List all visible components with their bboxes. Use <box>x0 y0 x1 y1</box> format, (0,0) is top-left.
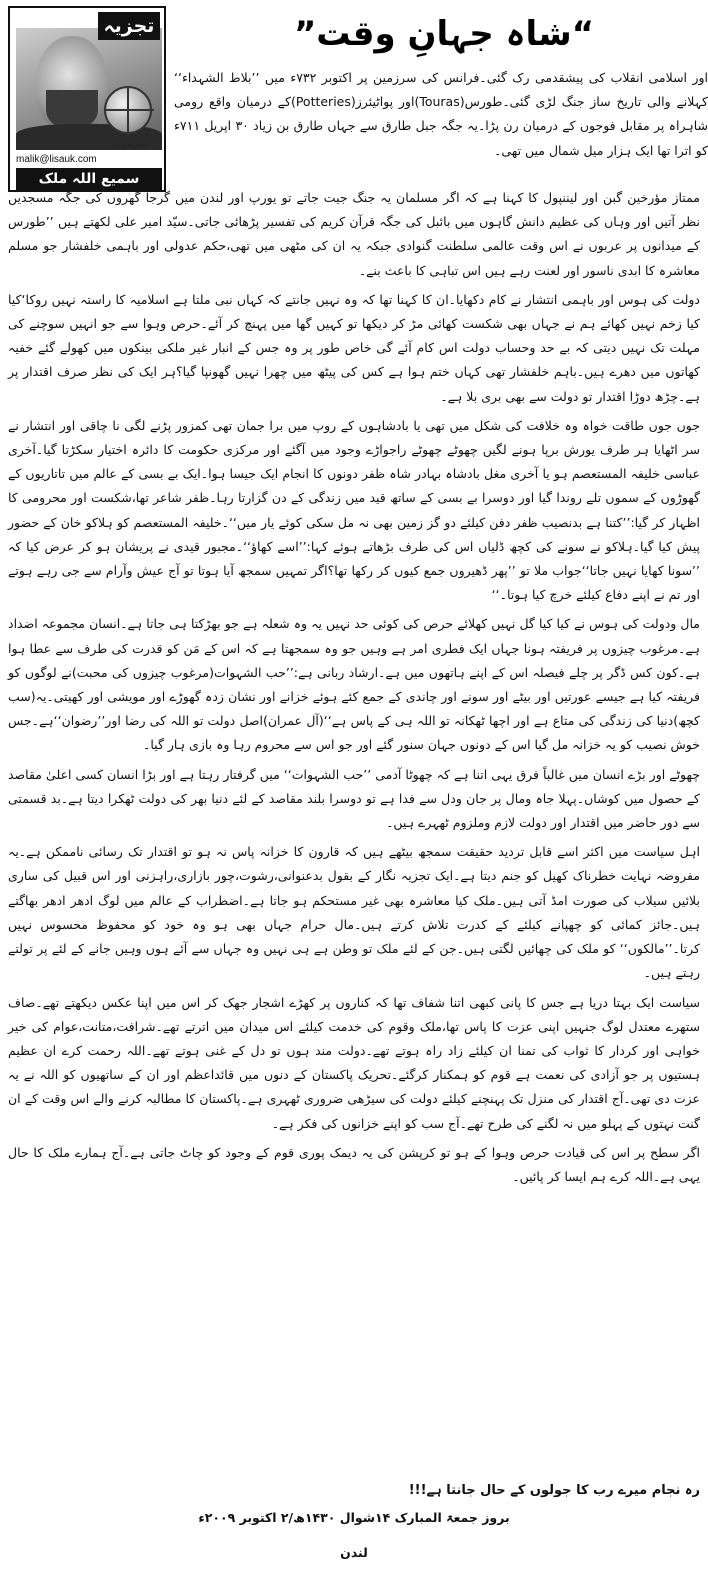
article-title: “شاہ جہانِ وقت” <box>293 14 595 54</box>
closing-line: رہ نجام میرے رب کا جولوں کے حال جانتا ہے!!! <box>408 1483 700 1498</box>
author-photo <box>16 28 162 150</box>
paragraph-7: سیاست ایک بہتا دریا ہے جس کا پانی کبھی اتنا شفاف تھا کہ کناروں پر کھڑے اشجار جھک کر اس میں اپنا عکس دیکھتے تھے۔صاف ستھرے معتدل لوگ جنہیں اپنی عزت کا پاس تھا،ملک وقوم کی خدمت کیلئے اس میدان میں اترتے تھے۔شرافت،متانت،عوام کی خیر خواہی اور کردار کا ثواب کی تمنا ان کیلئے زاد راہ ہوتے تھے۔دولت مند ہوں تو دل کے غنی ہوتے تھے۔اللہ رحمت کرے ان عظیم ہستیوں پر جو آزادی کی نعمت ہے قوم کو ہمکنار کرگئے۔تحریک پاکستان کے دنوں میں قائداعظم اور ان کے ساتھیوں کو اللہ نے یہ عزت دی تھی۔آج اقتدار کی منزل تک پہنچنے کیلئے دولت کی سیڑھی ضروری ٹھہری ہے۔پاکستان کا مطالبہ کرنے والے اس وقت کے ان گنت نہتوں کے پہلو میں نہ لگنے کی طرح تھے۔آج سب کو اپنے خزانوں کی فکر ہے۔ <box>8 994 700 1131</box>
intro-paragraph: اور اسلامی انقلاب کی پیشقدمی رک گئی۔فرانس کی سرزمین پر اکتوبر ۷۳۲ء میں ’’بلاط الشہداء‘‘ کہلانے والی تاریخ ساز جنگ لڑی گئی۔طورس(Touras)اور پواٹیئرز(Potteries)کے درمیان واقع رومی شاہراہ پر مقابل فوجوں کے درمیان رن پڑا۔یہ جگہ جبل طارق سے جہاں طارق بن زیاد ۳۰ اپریل ۷۱۱ء کو اترا تھا ایک ہزار میل شمال میں تھی۔ <box>174 70 708 158</box>
dateline-place: لندن <box>340 1545 368 1560</box>
paragraph-8: اگر سطح پر اس کی قیادت حرص وہوا کے ہو تو کرپشن کی یہ دیمک پوری قوم کے وجود کو چاٹ جاتی ہے۔آج ہمارے ملک کا حال یہی ہے۔اللہ کرے ہم ایسا کر پائیں۔ <box>8 1144 700 1184</box>
paragraph-6: اہل سیاست میں اکثر اسے قابل تردید حقیقت سمجھ بیٹھے ہیں کہ قارون کا خزانہ پاس نہ ہو تو اقتدار تک رسائی ناممکن ہے۔یہ مفروضہ نہایت خطرناک کھیل کو جنم دیتا ہے۔ایک تجزیہ نگار کے بقول بدعنوانی،رشوت،چور بازاری،راہزنی اور اس قبیل کی ساری بلائیں سیلاب کی صورت امڈ آتی ہیں۔ملک کیا معاشرہ بھی غیر مستحکم ہو جاتا ہے۔اضطراب کے عالم میں لوگ ادھر ادھر بھاگتے ہیں۔جائز کمائی کو چھپانے کیلئے کے کدرت تلاش کرتے ہیں۔مال حرام جہاں بھی ہو وہ خود کو محفوظ محسوس نہیں کرتا۔’’مالکوں‘‘ کو ملک کی چھائیں لگتی ہیں۔جن کے لئے ملک تو وطن ہے ہی نہیں وہ جہاں سے آئے ہوں وہیں جانے کے لئے پر تولتے رہتے ہیں۔ <box>8 844 700 981</box>
analysis-badge: تجزیہ <box>98 12 160 40</box>
globe-icon <box>104 86 152 134</box>
byline-box <box>8 6 166 192</box>
paragraph-4: مال ودولت کی ہوس نے کیا کیا گل نہیں کھلائے حرص کی کوئی حد نہیں یہ وہ شعلہ ہے جو بھڑکتا ہی جاتا ہے۔انسان مجموعہ اضداد ہے۔مرغوب چیزوں پر فریفتہ ہونا جہاں ایک فطری امر ہے وہیں جو وہ سمجھتا ہے کہ اس کے مَن کو قدرت کی طرف سے عطا ہوا ہے۔کون کس ڈگر پر چلے فیصلہ اس کے اپنے ہاتھوں میں ہے۔ارشاد ربانی ہے:’’حب الشہوات(مرغوب چیزوں کی محبت)نے لوگوں کو فریفتہ کیا ہے جیسے عورتیں اور بیٹے اور سونے اور چاندی کے جمع کئے ہوئے خزانے اور نشان زدہ گھوڑے اور مویشی اور کھیتی۔یہ(سب کچھ)دنیا کی زندگی کی متاع ہے اور اچھا ٹھکانہ تو اللہ ہی کے پاس ہے‘‘(آل عمران)اصل دولت تو اللہ کی رضا اور’’رضوان‘‘ہے۔جس خوش نصیب کو یہ خزانہ مل گیا اس کے دونوں جہان سنور گئے اور جو اس سے محروم رہا وہ بازی ہار گیا۔ <box>8 616 700 753</box>
photo-caption: شاہجہان <box>112 140 148 150</box>
author-email[interactable]: malik@lisauk.com <box>16 154 97 165</box>
paragraph-2: دولت کی ہوس اور باہمی انتشار نے کام دکھایا۔ان کا کہنا تھا کہ وہ نہیں جانتے کہ کہاں نبی ملتا ہے اسلامیہ کا راستہ نہیں روکا‘کیا کیا زخم نہیں کھائے ہم نے جہاں بھی شکست کھائی مڑ کر دیکھا تو کہیں گھا میں پہنچ کر آئے۔حرص وہوا سے جو انہیں سوچنے کی مہلت تک نہیں دیتی کہ بے حد وحساب دولت اس کام آئے گی خاص طور پر وہ جس کے انبار غیر ملکی بینکوں میں کھولے گئے خفیہ کھاتوں میں دھرے ہیں۔باہم خلفشار تھی کہاں ختم ہوا ہے کس کی پیٹھ میں چھرا نہیں گھونپا گیا؟ہر ایک کی نظر صرف اقتدار پر ہے۔چڑھ دوڑا اقتدار تو دولت سے بھی بری بلا ہے۔ <box>8 291 700 404</box>
paragraph-1: ممتاز مؤرخین گبن اور لیننپول کا کہنا ہے کہ اگر مسلمان یہ جنگ جیت جاتے تو یورپ اور لندن میں گرجا گھروں کی جگہ مسجدیں نظر آتیں اور وہاں کی عظیم دانش گاہوں میں بائبل کی جگہ قرآن کریم کی تفسیر پڑھائی جاتی۔سیّد امیر علی لکھتے ہیں ’’طورس کے میدانوں پر عربوں نے اس وقت عالمی سلطنت گنوادی جبکہ یہ ان کی مٹھی میں تھی،حکم عدولی اور باہمی خلفشار جو مسلم معاشرہ کا ابدی ناسور اور لعنت رہے ہیں اس تباہی کا باعث بنے۔ <box>8 190 700 278</box>
paragraph-5: چھوٹے اور بڑے انسان میں غالباً فرق یہی اتنا ہے کہ چھوٹا آدمی ’’حب الشہوات‘‘ میں گرفتار رہتا ہے اور بڑا انسان کسی اعلیٰ مقاصد کے حصول میں کوشاں۔پہلا جاہ ومال پر جان ودل سے فدا ہے تو دوسرا بلند مقاصد کے لئے دنیا بھر کی دولت ٹھکرا دیتا ہے۔بد قسمتی سے دور حاضر میں اقتدار اور دولت لازم وملزوم ٹھہرے ہیں۔ <box>8 766 700 831</box>
paragraph-3: جوں جوں طاقت خواہ وہ خلافت کی شکل میں تھی یا بادشاہوں کے روپ میں برا جمان تھی کمزور پڑنے لگی نا چاقی اور انتشار نے سر اٹھایا ہر طرف یورش برپا ہونے لگیں چھوٹے چھوٹے راجواڑے وجود میں آگئے اور مرکزی حکومت کا دائرہ اختیار سکڑتا گیا۔آخری عباسی خلیفہ المستعصم ہو یا آخری مغل بادشاہ بہادر شاہ ظفر دونوں کا انجام ایک جیسا ہوا۔ایک بے بسی کے عالم میں تاتاریوں کے گھوڑوں کے سموں تلے روندا گیا اور دوسرا بے بسی کے ساتھ قید میں زندگی کے دن گزارتا رہا۔ظفر شاعر تھا،شکست اور محرومی کا اظہار کر گیا:’’کتنا ہے بدنصیب ظفر دفن کیلئے دو گز زمین بھی نہ مل سکی کوئے یار میں‘‘۔خلیفہ المستعصم کو ہلاکو خان کے حضور پیش کیا گیا۔ہلاکو نے سونے کی کچھ ڈلیاں اس کی طرف بڑھاتے ہوئے کہا:’’اسے کھاؤ‘‘۔مجبور قیدی نے پریشان ہو کر عرض کیا کہ ’’سونا کھایا نہیں جاتا‘‘جواب ملا تو ’’پھر ڈھیروں جمع کیوں کر رکھا تھا؟اگر تمہیں سمجھ آیا ہوتا تو آج عیش وآرام سے جی رہے ہوتے اور تم نے اپنے دفاع کیلئے خرچ کیا ہوتا۔‘‘ <box>8 417 700 603</box>
author-name: سمیع اللہ ملک <box>16 168 162 190</box>
article-intro <box>174 66 708 168</box>
dateline: بروز جمعۃ المبارک ۱۴شوال ۱۴۳۰ھ/۲ اکتوبر ۲۰۰۹ء <box>198 1510 510 1525</box>
article-body <box>8 186 700 1194</box>
